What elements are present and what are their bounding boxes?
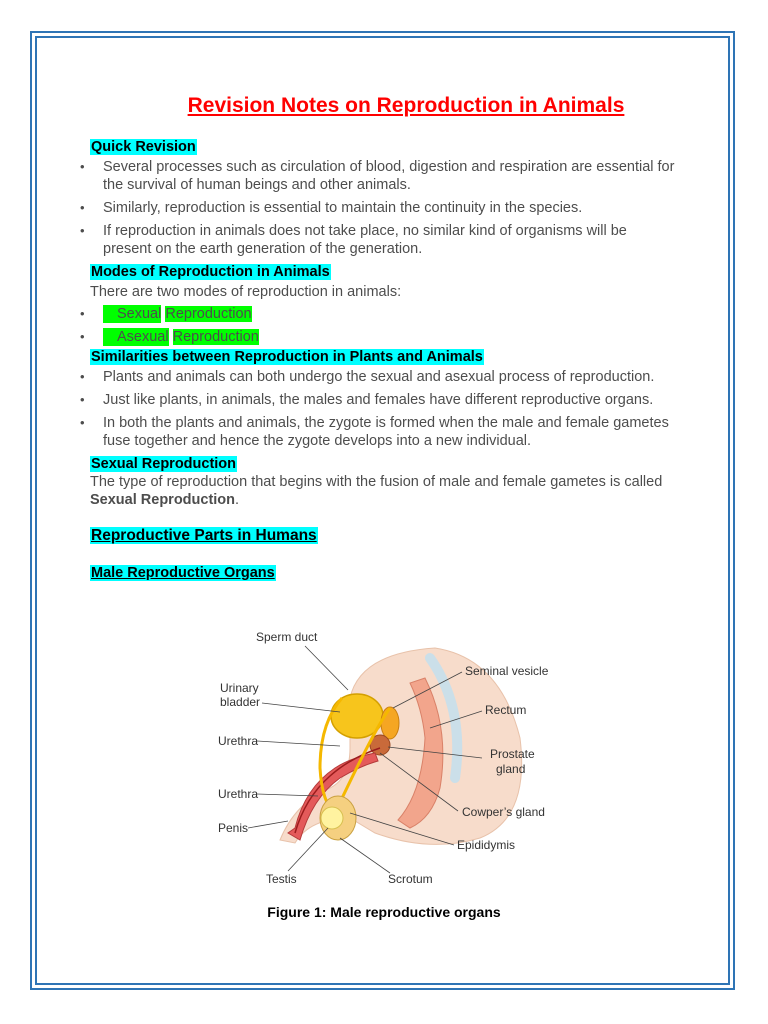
modes-heading: Modes of Reproduction in Animals [91, 264, 330, 280]
list-item: • Asexual Reproduction [78, 328, 678, 346]
label-prostate-1: Prostate [490, 747, 535, 761]
label-testis: Testis [266, 872, 297, 886]
label-seminal-vesicle: Seminal vesicle [465, 664, 549, 678]
list-item: • Similarly, reproduction is essential to maintain the continuity in the species. [78, 199, 678, 217]
quick-revision-heading: Quick Revision [91, 139, 196, 155]
similarities-list [78, 368, 678, 450]
reproductive-parts-heading: Reproductive Parts in Humans [91, 527, 317, 544]
sexual-reproduction-heading: Sexual Reproduction [91, 456, 237, 472]
label-sperm-duct: Sperm duct [256, 630, 318, 644]
list-item: • If reproduction in animals does not take place, no similar kind of organisms will be present on the earth generation of the generation. [78, 222, 678, 258]
figure-caption: Figure 1: Male reproductive organs [267, 904, 501, 920]
quick-revision-list [78, 158, 678, 258]
label-penis: Penis [218, 821, 249, 835]
list-item: • Plants and animals can both undergo the sexual and asexual process of reproduction. [78, 368, 678, 386]
modes-intro: There are two modes of reproduction in animals: [90, 284, 402, 300]
label-urethra-bottom: Urethra [218, 787, 259, 801]
label-urinary-bladder-2: bladder [220, 695, 261, 709]
male-reproductive-diagram [200, 628, 570, 890]
list-item: • Several processes such as circulation of blood, digestion and respiration are essential for the survival of human beings and other animals. [78, 158, 678, 194]
testis-shape [321, 807, 343, 829]
list-item: • In both the plants and animals, the zygote is formed when the male and female gametes fuse together and hence the zygote develops into a new individual. [78, 414, 678, 450]
page-title: Revision Notes on Reproduction in Animals [187, 94, 625, 117]
seminal-vesicle-shape [381, 707, 399, 739]
list-item: • Just like plants, in animals, the males and females have different reproductive organs. [78, 391, 678, 409]
similarities-heading: Similarities between Reproduction in Plants and Animals [91, 349, 483, 365]
label-scrotum: Scrotum [388, 872, 433, 886]
list-item: • Sexual Reproduction [78, 305, 678, 323]
label-urethra-top: Urethra [218, 734, 259, 748]
label-prostate-2: gland [496, 762, 526, 776]
label-epididymis: Epididymis [457, 838, 516, 852]
label-rectum: Rectum [485, 703, 527, 717]
label-cowpers-gland: Cowper’s gland [462, 805, 545, 819]
document-body [78, 138, 678, 584]
label-urinary-bladder-1: Urinary [220, 681, 259, 695]
male-organs-heading: Male Reproductive Organs [91, 565, 275, 581]
modes-list [78, 305, 678, 346]
sexual-reproduction-definition: The type of reproduction that begins with the fusion of male and female gametes is called Sexual Reproduction. [90, 474, 663, 508]
